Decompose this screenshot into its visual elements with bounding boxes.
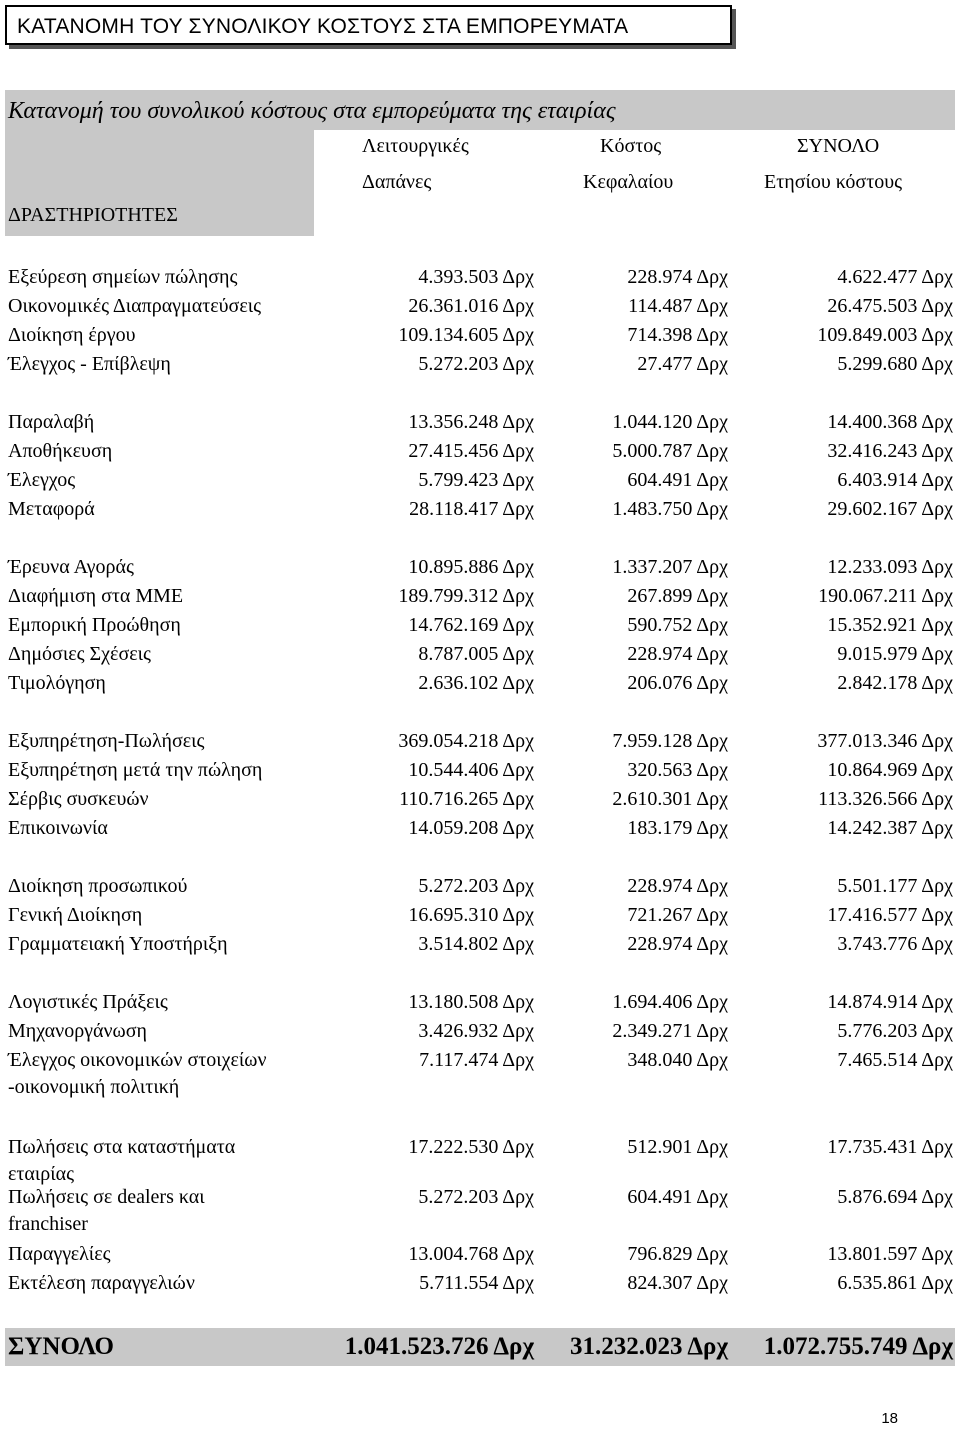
table-row: [0, 1183, 960, 1235]
table-row: [0, 611, 960, 640]
annual-total-value: 14.874.914 Δρχ: [827, 991, 953, 1013]
operating-costs-value: 10.895.886 Δρχ: [408, 556, 534, 578]
capital-cost-value: 348.040 Δρχ: [627, 1049, 728, 1071]
activity-label: Εκτέλεση παραγγελιών: [8, 1272, 195, 1294]
capital-cost-value: 267.899 Δρχ: [627, 585, 728, 607]
capital-cost-value: 114.487 Δρχ: [628, 295, 728, 317]
operating-costs-value: 5.272.203 Δρχ: [418, 353, 534, 375]
capital-cost-value: 27.477 Δρχ: [637, 353, 728, 375]
table-row: [0, 930, 960, 959]
activity-label: Μεταφορά: [8, 498, 95, 520]
annual-total-value: 29.602.167 Δρχ: [827, 498, 953, 520]
table-row: [0, 901, 960, 930]
annual-total-value: 113.326.566 Δρχ: [818, 788, 953, 810]
table-row: [0, 1046, 960, 1098]
activity-label: Μηχανοργάνωση: [8, 1020, 147, 1042]
table-row: [0, 872, 960, 901]
capital-cost-value: 228.974 Δρχ: [627, 266, 728, 288]
activity-label: Έλεγχος: [8, 469, 76, 491]
table-row: [0, 640, 960, 669]
operating-costs-value: 189.799.312 Δρχ: [398, 585, 534, 607]
table-row: [0, 466, 960, 495]
capital-cost-value: 721.267 Δρχ: [627, 904, 728, 926]
annual-total-value: 5.299.680 Δρχ: [837, 353, 953, 375]
operating-costs-value: 3.514.802 Δρχ: [418, 933, 534, 955]
table-row: [0, 814, 960, 843]
total-row: [0, 1329, 960, 1358]
table-row: [0, 1240, 960, 1269]
capital-cost-value: 228.974 Δρχ: [627, 933, 728, 955]
row-header: ΔΡΑΣΤΗΡΙΟΤΗΤΕΣ: [8, 204, 178, 226]
annual-total-value: 17.416.577 Δρχ: [827, 904, 953, 926]
operating-costs-value: 10.544.406 Δρχ: [408, 759, 534, 781]
col3-header-line2: Ετησίου κόστους: [764, 171, 903, 193]
operating-costs-value: 5.272.203 Δρχ: [418, 1186, 534, 1208]
table-row: [0, 350, 960, 379]
annual-total-value: 26.475.503 Δρχ: [827, 295, 953, 317]
operating-costs-value: 27.415.456 Δρχ: [408, 440, 534, 462]
operating-costs-value: 3.426.932 Δρχ: [418, 1020, 534, 1042]
activity-label-continuation: -οικονομική πολιτική: [8, 1076, 180, 1098]
total-capital-cost: 31.232.023 Δρχ: [570, 1333, 728, 1360]
activity-label: Δημόσιες Σχέσεις: [8, 643, 151, 665]
capital-cost-value: 604.491 Δρχ: [627, 1186, 728, 1208]
operating-costs-value: 7.117.474 Δρχ: [419, 1049, 534, 1071]
annual-total-value: 17.735.431 Δρχ: [827, 1136, 953, 1158]
activity-label: Παραλαβή: [8, 411, 95, 433]
capital-cost-value: 1.337.207 Δρχ: [612, 556, 728, 578]
operating-costs-value: 26.361.016 Δρχ: [408, 295, 534, 317]
annual-total-value: 377.013.346 Δρχ: [817, 730, 953, 752]
annual-total-value: 3.743.776 Δρχ: [837, 933, 953, 955]
capital-cost-value: 824.307 Δρχ: [627, 1272, 728, 1294]
operating-costs-value: 13.180.508 Δρχ: [408, 991, 534, 1013]
operating-costs-value: 14.059.208 Δρχ: [408, 817, 534, 839]
annual-total-value: 15.352.921 Δρχ: [827, 614, 953, 636]
activity-label: Τιμολόγηση: [8, 672, 106, 694]
table-row: [0, 263, 960, 292]
annual-total-value: 5.501.177 Δρχ: [837, 875, 953, 897]
capital-cost-value: 183.179 Δρχ: [627, 817, 728, 839]
operating-costs-value: 5.799.423 Δρχ: [418, 469, 534, 491]
table-row: [0, 437, 960, 466]
table-row: [0, 1017, 960, 1046]
table-row: [0, 1269, 960, 1298]
capital-cost-value: 1.694.406 Δρχ: [612, 991, 728, 1013]
annual-total-value: 190.067.211 Δρχ: [818, 585, 953, 607]
activity-label-continuation: εταιρίας: [8, 1163, 75, 1185]
operating-costs-value: 109.134.605 Δρχ: [398, 324, 534, 346]
activity-label: Επικοινωνία: [8, 817, 108, 839]
annual-total-value: 7.465.514 Δρχ: [837, 1049, 953, 1071]
table-row: [0, 988, 960, 1017]
document-title: ΚΑΤΑΝΟΜΗ ΤΟΥ ΣΥΝΟΛΙΚΟΥ ΚΟΣΤΟΥΣ ΣΤΑ ΕΜΠΟΡΕΥΜΑΤΑ: [17, 15, 629, 38]
annual-total-value: 6.403.914 Δρχ: [837, 469, 953, 491]
activity-label: Έλεγχος οικονομικών στοιχείων: [8, 1049, 267, 1071]
col1-header-line2: Δαπάνες: [362, 171, 432, 193]
activity-label: Οικονομικές Διαπραγματεύσεις: [8, 295, 262, 317]
activity-label: Εξεύρεση σημείων πώλησης: [8, 266, 238, 288]
capital-cost-value: 590.752 Δρχ: [627, 614, 728, 636]
capital-cost-value: 512.901 Δρχ: [627, 1136, 728, 1158]
operating-costs-value: 28.118.417 Δρχ: [409, 498, 534, 520]
activity-label: Πωλήσεις σε dealers και: [8, 1186, 205, 1208]
table-row: [0, 582, 960, 611]
operating-costs-value: 17.222.530 Δρχ: [408, 1136, 534, 1158]
capital-cost-value: 604.491 Δρχ: [627, 469, 728, 491]
operating-costs-value: 13.004.768 Δρχ: [408, 1243, 534, 1265]
operating-costs-value: 5.272.203 Δρχ: [418, 875, 534, 897]
activity-label-continuation: franchiser: [8, 1213, 88, 1235]
page-number: 18: [881, 1410, 898, 1427]
capital-cost-value: 206.076 Δρχ: [627, 672, 728, 694]
annual-total-value: 10.864.969 Δρχ: [827, 759, 953, 781]
activity-label: Έλεγχος - Επίβλεψη: [8, 353, 171, 375]
table-row: [0, 785, 960, 814]
capital-cost-value: 1.483.750 Δρχ: [612, 498, 728, 520]
annual-total-value: 6.535.861 Δρχ: [837, 1272, 953, 1294]
activity-label: Έρευνα Αγοράς: [8, 556, 134, 578]
table-row: [0, 495, 960, 524]
capital-cost-value: 1.044.120 Δρχ: [612, 411, 728, 433]
annual-total-value: 2.842.178 Δρχ: [837, 672, 953, 694]
capital-cost-value: 320.563 Δρχ: [627, 759, 728, 781]
capital-cost-value: 714.398 Δρχ: [627, 324, 728, 346]
annual-total-value: 13.801.597 Δρχ: [827, 1243, 953, 1265]
total-label: ΣΥΝΟΛΟ: [8, 1333, 114, 1360]
activity-label: Διοίκηση έργου: [8, 324, 136, 346]
activity-label: Σέρβις συσκευών: [8, 788, 149, 810]
total-annual-cost: 1.072.755.749 Δρχ: [763, 1333, 953, 1360]
capital-cost-value: 228.974 Δρχ: [627, 875, 728, 897]
table-row: [0, 321, 960, 350]
activity-label: Διοίκηση προσωπικού: [8, 875, 188, 897]
table-row: [0, 727, 960, 756]
activity-label: Εξυπηρέτηση-Πωλήσεις: [8, 730, 205, 752]
activity-label: Εμπορική Προώθηση: [8, 614, 181, 636]
document-title-box: [5, 5, 732, 45]
table-row: [0, 1133, 960, 1185]
operating-costs-value: 13.356.248 Δρχ: [408, 411, 534, 433]
col2-header-line1: Κόστος: [600, 135, 662, 157]
activity-label: Γραμματειακή Υποστήριξη: [8, 933, 228, 955]
table-row: [0, 292, 960, 321]
operating-costs-value: 369.054.218 Δρχ: [398, 730, 534, 752]
operating-costs-value: 8.787.005 Δρχ: [418, 643, 534, 665]
annual-total-value: 4.622.477 Δρχ: [837, 266, 953, 288]
col1-header-line1: Λειτουργικές: [362, 135, 469, 157]
col3-header-line1: ΣΥΝΟΛΟ: [797, 135, 880, 157]
col2-header-line2: Κεφαλαίου: [583, 171, 674, 193]
table-row: [0, 553, 960, 582]
operating-costs-value: 16.695.310 Δρχ: [408, 904, 534, 926]
activity-label: Εξυπηρέτηση μετά την πώληση: [8, 759, 263, 781]
capital-cost-value: 2.610.301 Δρχ: [612, 788, 728, 810]
total-operating-costs: 1.041.523.726 Δρχ: [344, 1333, 534, 1360]
activity-label: Αποθήκευση: [8, 440, 113, 462]
table-row: [0, 669, 960, 698]
capital-cost-value: 228.974 Δρχ: [627, 643, 728, 665]
operating-costs-value: 14.762.169 Δρχ: [408, 614, 534, 636]
table-row: [0, 756, 960, 785]
capital-cost-value: 796.829 Δρχ: [627, 1243, 728, 1265]
activity-label: Παραγγελίες: [8, 1243, 111, 1265]
annual-total-value: 14.242.387 Δρχ: [827, 817, 953, 839]
capital-cost-value: 7.959.128 Δρχ: [612, 730, 728, 752]
activity-label: Διαφήμιση στα ΜΜΕ: [8, 585, 184, 607]
annual-total-value: 14.400.368 Δρχ: [827, 411, 953, 433]
annual-total-value: 109.849.003 Δρχ: [817, 324, 953, 346]
annual-total-value: 12.233.093 Δρχ: [827, 556, 953, 578]
annual-total-value: 9.015.979 Δρχ: [837, 643, 953, 665]
annual-total-value: 32.416.243 Δρχ: [827, 440, 953, 462]
operating-costs-value: 5.711.554 Δρχ: [419, 1272, 534, 1294]
operating-costs-value: 110.716.265 Δρχ: [399, 788, 534, 810]
annual-total-value: 5.776.203 Δρχ: [837, 1020, 953, 1042]
annual-total-value: 5.876.694 Δρχ: [837, 1186, 953, 1208]
capital-cost-value: 5.000.787 Δρχ: [612, 440, 728, 462]
table-title: Κατανομή του συνολικού κόστους στα εμπορεύματα της εταιρίας: [8, 98, 616, 124]
operating-costs-value: 2.636.102 Δρχ: [418, 672, 534, 694]
activity-label: Γενική Διοίκηση: [8, 904, 143, 926]
activity-label: Πωλήσεις στα καταστήματα: [8, 1136, 236, 1158]
capital-cost-value: 2.349.271 Δρχ: [612, 1020, 728, 1042]
operating-costs-value: 4.393.503 Δρχ: [418, 266, 534, 288]
table-row: [0, 408, 960, 437]
activity-label: Λογιστικές Πράξεις: [8, 991, 168, 1013]
